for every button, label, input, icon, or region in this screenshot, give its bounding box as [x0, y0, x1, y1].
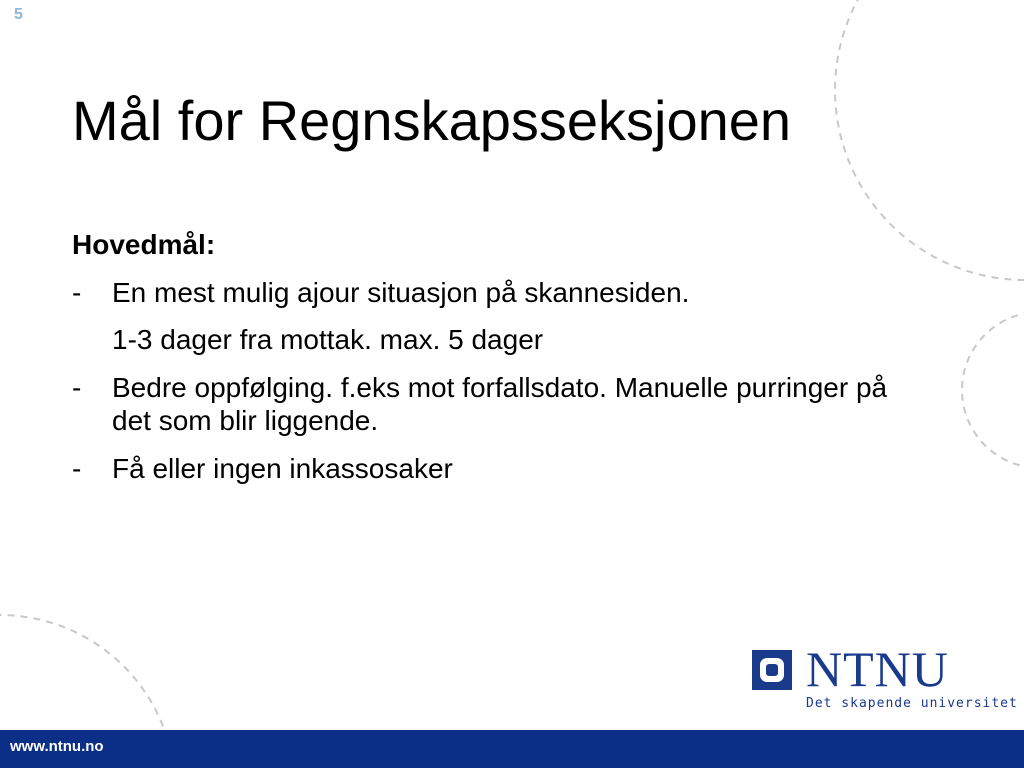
- bullet-item: [72, 452, 892, 486]
- bullet-continuation: 1-3 dager fra mottak. max. 5 dager: [112, 324, 544, 356]
- logo-name: NTNU: [806, 641, 949, 697]
- content-heading: Hovedmål:: [72, 229, 216, 260]
- bullet-text: Bedre oppfølging. f.eks mot forfallsdato. Manuelle purringer på det som blir liggende.: [112, 371, 888, 437]
- slide-number: 5: [14, 6, 23, 23]
- bullet-text: Få eller ingen inkassosaker: [112, 452, 453, 484]
- footer-url-link[interactable]: www.ntnu.no: [10, 738, 104, 755]
- bullet-item: [72, 371, 892, 438]
- bullet-marker: -: [72, 371, 82, 403]
- slide-content: [72, 228, 892, 500]
- logo-tagline: Det skapende universitet: [806, 696, 1018, 711]
- bullet-item: [72, 276, 892, 310]
- bullet-text: En mest mulig ajour situasjon på skannesiden.: [112, 276, 690, 308]
- bullet-marker: -: [72, 452, 82, 484]
- footer-bar: [0, 730, 1024, 768]
- ntnu-logo: [752, 641, 1018, 717]
- bullet-marker: -: [72, 276, 82, 308]
- slide-title: Mål for Regnskapsseksjonen: [72, 89, 792, 152]
- ntnu-logo-icon: [752, 650, 792, 690]
